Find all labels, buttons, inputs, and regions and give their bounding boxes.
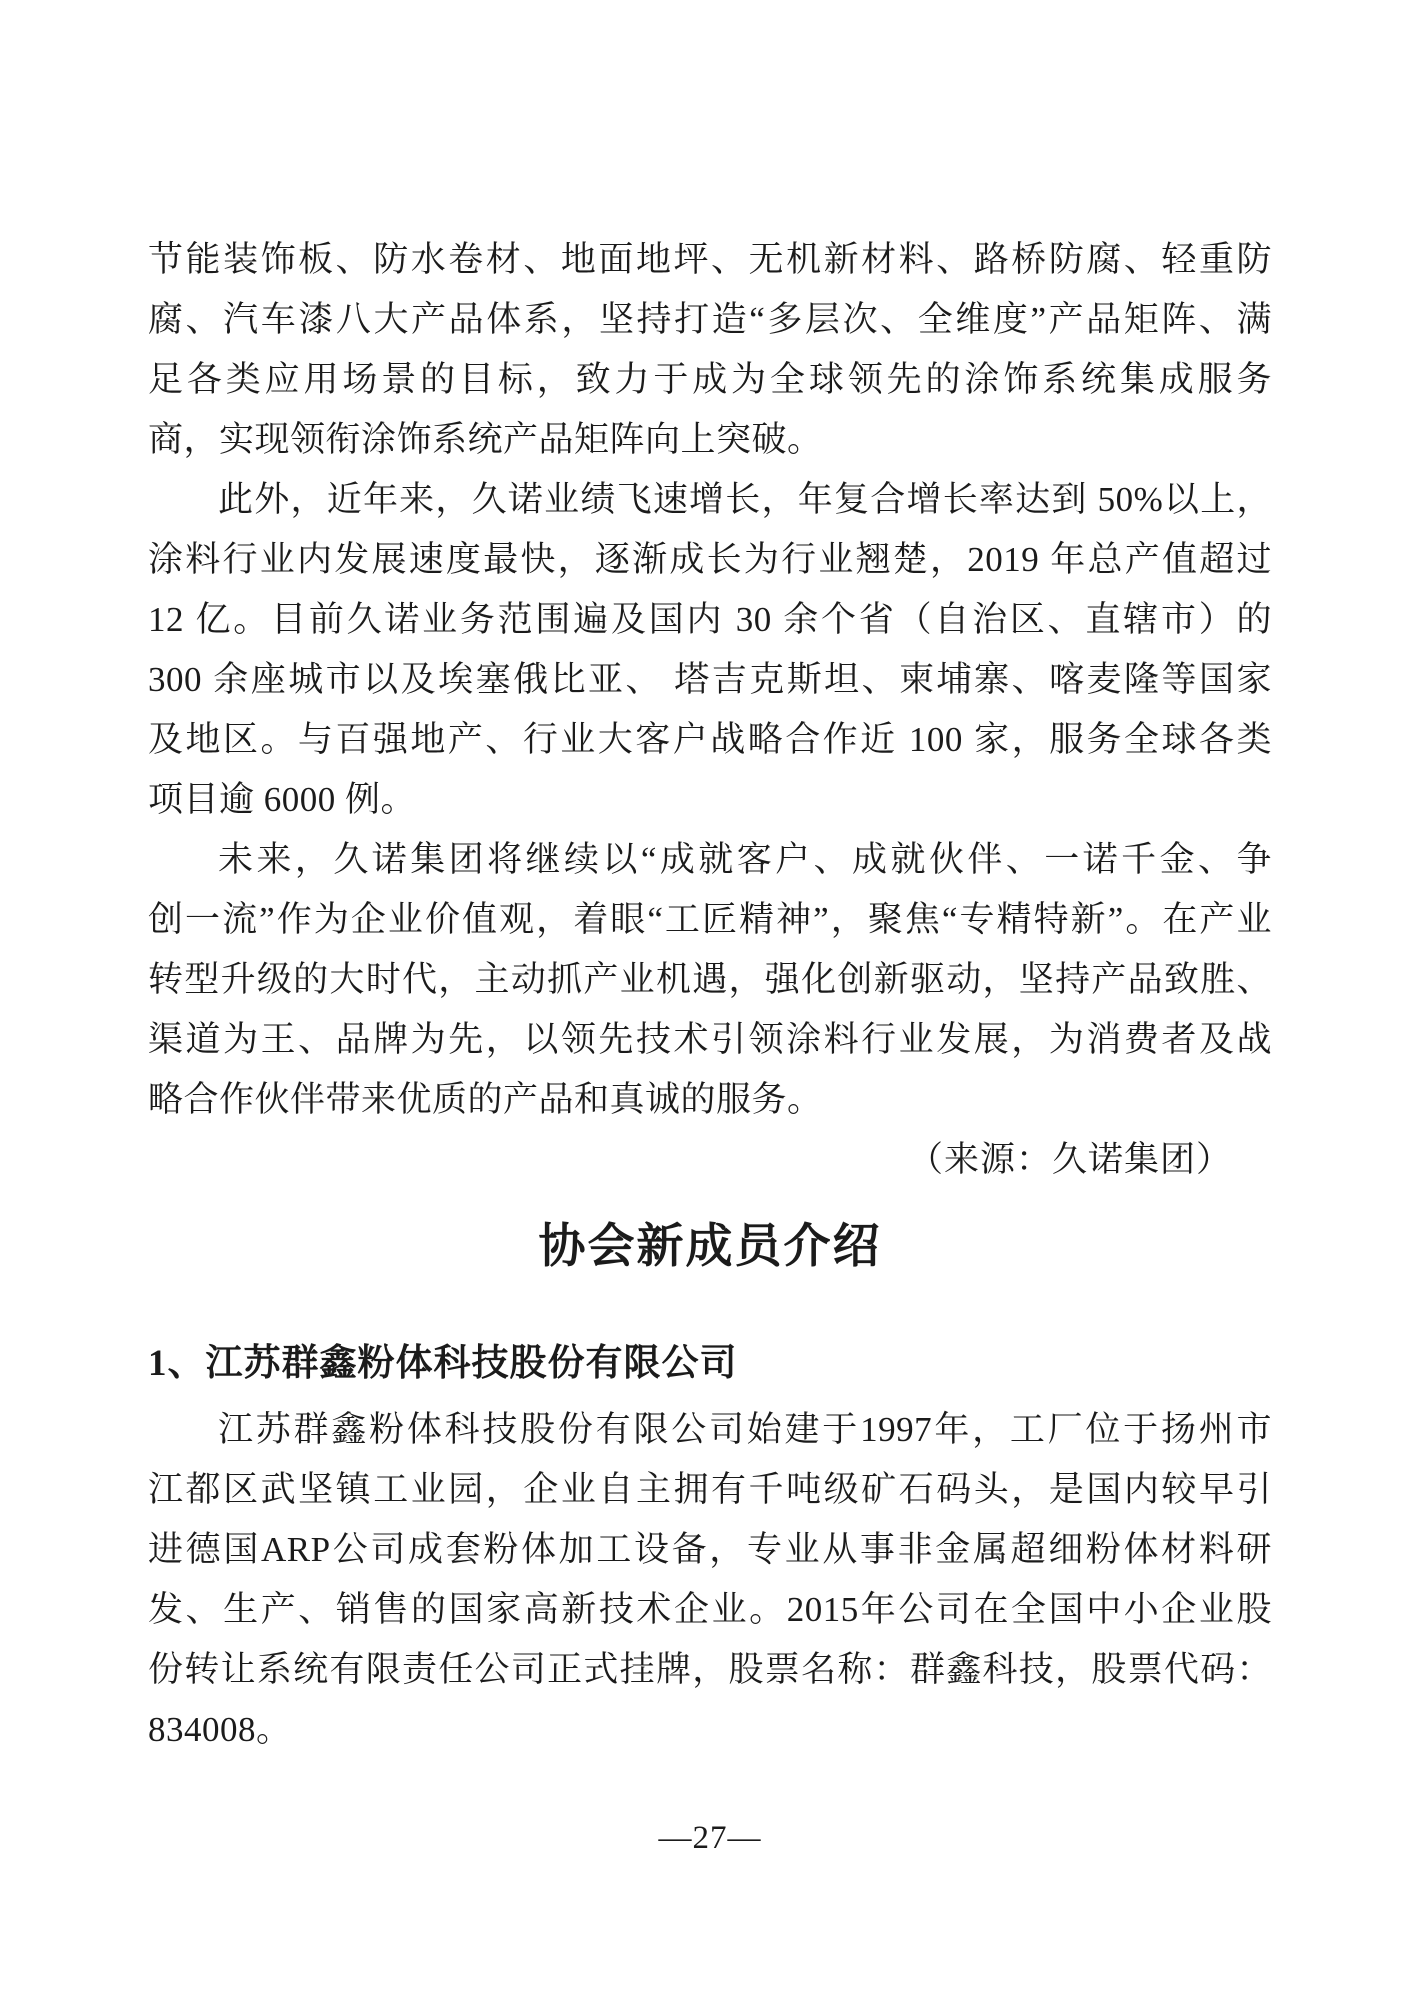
body-line: 此外，近年来，久诺业绩飞速增长，年复合增长率达到 50%以上， bbox=[218, 480, 1272, 519]
body-line: 创一流”作为企业价值观，着眼“工匠精神”，聚焦“专精特新”。在产业 bbox=[148, 900, 1272, 939]
body-line: 腐、汽车漆八大产品体系，坚持打造“多层次、全维度”产品矩阵、满 bbox=[148, 300, 1272, 339]
body-line: 未来，久诺集团将继续以“成就客户、成就伙伴、一诺千金、争 bbox=[218, 840, 1272, 879]
body-line: 江苏群鑫粉体科技股份有限公司始建于1997年，工厂位于扬州市 bbox=[218, 1410, 1272, 1449]
body-line: 份转让系统有限责任公司正式挂牌，股票名称：群鑫科技，股票代码： bbox=[148, 1650, 1272, 1689]
body-line: 项目逾 6000 例。 bbox=[148, 780, 417, 819]
body-line: 发、生产、销售的国家高新技术企业。2015年公司在全国中小企业股 bbox=[148, 1590, 1272, 1629]
body-line: 商，实现领衔涂饰系统产品矩阵向上突破。 bbox=[148, 420, 823, 459]
source-attribution: （来源：久诺集团） bbox=[907, 1140, 1232, 1179]
body-line: 及地区。与百强地产、行业大客户战略合作近 100 家，服务全球各类 bbox=[148, 720, 1272, 759]
member-item-heading: 1、江苏群鑫粉体科技股份有限公司 bbox=[148, 1343, 738, 1384]
paragraph-future bbox=[148, 830, 1272, 1130]
page-number: —27— bbox=[658, 1820, 762, 1856]
paragraph-growth bbox=[148, 470, 1272, 830]
paragraph-member-intro bbox=[148, 1400, 1272, 1760]
body-line: 834008。 bbox=[148, 1710, 292, 1749]
body-line: 足各类应用场景的目标，致力于成为全球领先的涂饰系统集成服务 bbox=[148, 360, 1272, 399]
body-line: 300 余座城市以及埃塞俄比亚、 塔吉克斯坦、柬埔寨、喀麦隆等国家 bbox=[148, 660, 1272, 699]
top-margin bbox=[148, 0, 1272, 230]
body-line: 渠道为王、品牌为先，以领先技术引领涂料行业发展，为消费者及战 bbox=[148, 1020, 1272, 1059]
body-line: 进德国ARP公司成套粉体加工设备，专业从事非金属超细粉体材料研 bbox=[148, 1530, 1272, 1569]
section-heading: 协会新成员介绍 bbox=[538, 1221, 882, 1273]
body-line: 节能装饰板、防水卷材、地面地坪、无机新材料、路桥防腐、轻重防 bbox=[148, 240, 1272, 279]
paragraph-continuation bbox=[148, 230, 1272, 470]
body-line: 涂料行业内发展速度最快，逐渐成长为行业翘楚，2019 年总产值超过 bbox=[148, 540, 1272, 579]
body-line: 转型升级的大时代，主动抓产业机遇，强化创新驱动，坚持产品致胜、 bbox=[148, 960, 1272, 999]
body-line: 12 亿。目前久诺业务范围遍及国内 30 余个省（自治区、直辖市）的 bbox=[148, 600, 1272, 639]
body-line: 江都区武坚镇工业园，企业自主拥有千吨级矿石码头，是国内较早引 bbox=[148, 1470, 1272, 1509]
body-line: 略合作伙伴带来优质的产品和真诚的服务。 bbox=[148, 1080, 823, 1119]
